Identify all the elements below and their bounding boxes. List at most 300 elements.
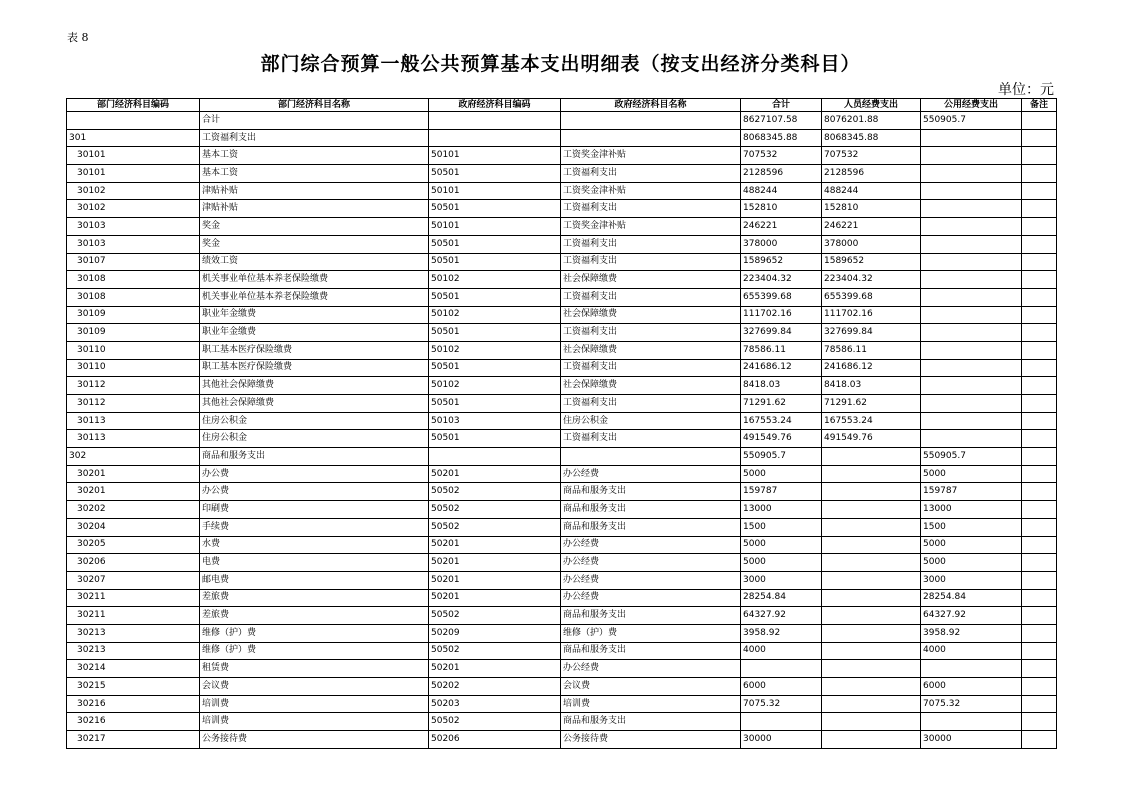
gov-code-cell: 50101 xyxy=(429,147,561,165)
dept-name-cell: 住房公积金 xyxy=(200,412,429,430)
dept-code-cell: 30101 xyxy=(67,147,200,165)
dept-name-cell: 电费 xyxy=(200,554,429,572)
remark-cell xyxy=(1022,501,1057,519)
gov-name-cell: 社会保障缴费 xyxy=(561,377,741,395)
gov-code-cell: 50102 xyxy=(429,341,561,359)
personnel-cell xyxy=(822,465,921,483)
public-cell xyxy=(921,377,1022,395)
total-cell: 152810 xyxy=(741,200,822,218)
gov-name-cell: 商品和服务支出 xyxy=(561,713,741,731)
dept-code-cell: 30112 xyxy=(67,377,200,395)
dept-name-cell: 邮电费 xyxy=(200,571,429,589)
table-row xyxy=(67,554,1057,572)
personnel-cell xyxy=(822,607,921,625)
total-cell: 71291.62 xyxy=(741,395,822,413)
table-row xyxy=(67,395,1057,413)
dept-code-cell: 30211 xyxy=(67,589,200,607)
personnel-cell: 152810 xyxy=(822,200,921,218)
header-row xyxy=(67,99,1057,112)
total-cell: 246221 xyxy=(741,218,822,236)
remark-cell xyxy=(1022,554,1057,572)
personnel-cell: 488244 xyxy=(822,182,921,200)
public-cell xyxy=(921,713,1022,731)
dept-code-cell: 30113 xyxy=(67,430,200,448)
remark-cell xyxy=(1022,324,1057,342)
dept-code-cell: 30214 xyxy=(67,660,200,678)
public-cell xyxy=(921,218,1022,236)
public-cell xyxy=(921,660,1022,678)
public-cell: 7075.32 xyxy=(921,695,1022,713)
dept-code-cell: 30102 xyxy=(67,200,200,218)
gov-code-cell: 50502 xyxy=(429,518,561,536)
gov-name-cell: 工资福利支出 xyxy=(561,253,741,271)
public-cell xyxy=(921,430,1022,448)
gov-code-cell: 50101 xyxy=(429,218,561,236)
dept-name-cell: 会议费 xyxy=(200,678,429,696)
gov-name-cell: 工资福利支出 xyxy=(561,288,741,306)
personnel-cell: 2128596 xyxy=(822,165,921,183)
remark-cell xyxy=(1022,536,1057,554)
gov-code-cell: 50501 xyxy=(429,359,561,377)
dept-code-cell: 30204 xyxy=(67,518,200,536)
total-cell: 488244 xyxy=(741,182,822,200)
header-gov-name: 政府经济科目名称 xyxy=(561,99,741,112)
total-cell: 4000 xyxy=(741,642,822,660)
dept-code-cell: 30213 xyxy=(67,624,200,642)
total-cell: 378000 xyxy=(741,235,822,253)
header-remark: 备注 xyxy=(1022,99,1057,112)
dept-name-cell: 机关事业单位基本养老保险缴费 xyxy=(200,288,429,306)
remark-cell xyxy=(1022,359,1057,377)
public-cell xyxy=(921,165,1022,183)
dept-code-cell: 30211 xyxy=(67,607,200,625)
table-row xyxy=(67,218,1057,236)
dept-code-cell: 30109 xyxy=(67,324,200,342)
table-row xyxy=(67,182,1057,200)
public-cell xyxy=(921,306,1022,324)
gov-code-cell: 50502 xyxy=(429,642,561,660)
total-cell xyxy=(741,660,822,678)
gov-code-cell: 50501 xyxy=(429,430,561,448)
table-row xyxy=(67,306,1057,324)
personnel-cell xyxy=(822,589,921,607)
dept-code-cell: 30213 xyxy=(67,642,200,660)
gov-name-cell: 商品和服务支出 xyxy=(561,483,741,501)
gov-code-cell xyxy=(429,448,561,466)
table-row xyxy=(67,624,1057,642)
remark-cell xyxy=(1022,288,1057,306)
gov-name-cell: 工资福利支出 xyxy=(561,165,741,183)
table-row xyxy=(67,253,1057,271)
budget-detail-table xyxy=(66,98,1057,749)
dept-code-cell: 30206 xyxy=(67,554,200,572)
public-cell: 5000 xyxy=(921,554,1022,572)
total-cell: 5000 xyxy=(741,554,822,572)
remark-cell xyxy=(1022,448,1057,466)
gov-name-cell: 工资福利支出 xyxy=(561,200,741,218)
personnel-cell: 8076201.88 xyxy=(822,112,921,130)
dept-code-cell: 30102 xyxy=(67,182,200,200)
personnel-cell xyxy=(822,731,921,749)
gov-name-cell: 办公经费 xyxy=(561,571,741,589)
table-number: 表 8 xyxy=(67,31,89,44)
personnel-cell xyxy=(822,642,921,660)
remark-cell xyxy=(1022,182,1057,200)
public-cell: 64327.92 xyxy=(921,607,1022,625)
table-row xyxy=(67,288,1057,306)
remark-cell xyxy=(1022,713,1057,731)
header-dept-code: 部门经济科目编码 xyxy=(67,99,200,112)
gov-code-cell: 50202 xyxy=(429,678,561,696)
remark-cell xyxy=(1022,341,1057,359)
personnel-cell: 167553.24 xyxy=(822,412,921,430)
gov-name-cell: 工资福利支出 xyxy=(561,359,741,377)
gov-code-cell: 50209 xyxy=(429,624,561,642)
table-row xyxy=(67,589,1057,607)
total-cell: 5000 xyxy=(741,536,822,554)
dept-name-cell: 其他社会保障缴费 xyxy=(200,395,429,413)
public-cell xyxy=(921,341,1022,359)
dept-name-cell: 住房公积金 xyxy=(200,430,429,448)
table-row xyxy=(67,165,1057,183)
dept-name-cell: 公务接待费 xyxy=(200,731,429,749)
table-row xyxy=(67,678,1057,696)
dept-name-cell: 其他社会保障缴费 xyxy=(200,377,429,395)
dept-code-cell: 30201 xyxy=(67,483,200,501)
gov-code-cell: 50502 xyxy=(429,483,561,501)
personnel-cell xyxy=(822,678,921,696)
gov-code-cell: 50501 xyxy=(429,395,561,413)
gov-name-cell: 商品和服务支出 xyxy=(561,501,741,519)
dept-name-cell: 培训费 xyxy=(200,713,429,731)
total-cell: 78586.11 xyxy=(741,341,822,359)
gov-name-cell: 办公经费 xyxy=(561,465,741,483)
remark-cell xyxy=(1022,412,1057,430)
dept-name-cell: 基本工资 xyxy=(200,147,429,165)
dept-code-cell: 30216 xyxy=(67,695,200,713)
remark-cell xyxy=(1022,235,1057,253)
dept-code-cell: 30101 xyxy=(67,165,200,183)
gov-code-cell: 50502 xyxy=(429,713,561,731)
gov-name-cell: 办公经费 xyxy=(561,536,741,554)
dept-name-cell: 奖金 xyxy=(200,218,429,236)
personnel-cell: 1589652 xyxy=(822,253,921,271)
remark-cell xyxy=(1022,377,1057,395)
dept-code-cell: 30103 xyxy=(67,218,200,236)
dept-code-cell: 30215 xyxy=(67,678,200,696)
gov-code-cell: 50201 xyxy=(429,571,561,589)
public-cell: 550905.7 xyxy=(921,112,1022,130)
header-gov-code: 政府经济科目编码 xyxy=(429,99,561,112)
dept-code-cell: 302 xyxy=(67,448,200,466)
remark-cell xyxy=(1022,678,1057,696)
gov-code-cell: 50203 xyxy=(429,695,561,713)
remark-cell xyxy=(1022,589,1057,607)
dept-name-cell: 维修（护）费 xyxy=(200,624,429,642)
dept-name-cell: 维修（护）费 xyxy=(200,642,429,660)
gov-code-cell: 50102 xyxy=(429,306,561,324)
total-cell xyxy=(741,713,822,731)
public-cell: 13000 xyxy=(921,501,1022,519)
dept-code-cell: 30205 xyxy=(67,536,200,554)
total-cell: 707532 xyxy=(741,147,822,165)
dept-name-cell: 商品和服务支出 xyxy=(200,448,429,466)
header-dept-name: 部门经济科目名称 xyxy=(200,99,429,112)
public-cell xyxy=(921,129,1022,147)
dept-code-cell: 30216 xyxy=(67,713,200,731)
personnel-cell xyxy=(822,713,921,731)
total-cell: 1500 xyxy=(741,518,822,536)
total-cell: 327699.84 xyxy=(741,324,822,342)
remark-cell xyxy=(1022,571,1057,589)
dept-code-cell: 30109 xyxy=(67,306,200,324)
public-cell xyxy=(921,288,1022,306)
dept-name-cell: 基本工资 xyxy=(200,165,429,183)
gov-name-cell: 工资奖金津补贴 xyxy=(561,218,741,236)
remark-cell xyxy=(1022,430,1057,448)
gov-name-cell: 社会保障缴费 xyxy=(561,271,741,289)
total-cell: 2128596 xyxy=(741,165,822,183)
remark-cell xyxy=(1022,518,1057,536)
total-cell: 64327.92 xyxy=(741,607,822,625)
personnel-cell xyxy=(822,624,921,642)
total-cell: 8418.03 xyxy=(741,377,822,395)
personnel-cell xyxy=(822,554,921,572)
dept-code-cell: 30113 xyxy=(67,412,200,430)
table-row xyxy=(67,501,1057,519)
gov-code-cell: 50201 xyxy=(429,554,561,572)
header-personnel: 人员经费支出 xyxy=(822,99,921,112)
table-row xyxy=(67,518,1057,536)
gov-name-cell: 会议费 xyxy=(561,678,741,696)
dept-code-cell: 30112 xyxy=(67,395,200,413)
remark-cell xyxy=(1022,306,1057,324)
personnel-cell: 655399.68 xyxy=(822,288,921,306)
gov-name-cell: 办公经费 xyxy=(561,554,741,572)
dept-code-cell: 30202 xyxy=(67,501,200,519)
public-cell: 6000 xyxy=(921,678,1022,696)
dept-code-cell: 30108 xyxy=(67,271,200,289)
dept-name-cell: 水费 xyxy=(200,536,429,554)
remark-cell xyxy=(1022,165,1057,183)
gov-code-cell: 50501 xyxy=(429,288,561,306)
dept-name-cell: 印刷费 xyxy=(200,501,429,519)
personnel-cell: 378000 xyxy=(822,235,921,253)
personnel-cell xyxy=(822,695,921,713)
total-cell: 13000 xyxy=(741,501,822,519)
public-cell: 159787 xyxy=(921,483,1022,501)
table-row xyxy=(67,324,1057,342)
personnel-cell: 241686.12 xyxy=(822,359,921,377)
remark-cell xyxy=(1022,147,1057,165)
table-row xyxy=(67,129,1057,147)
gov-name-cell xyxy=(561,448,741,466)
public-cell: 3958.92 xyxy=(921,624,1022,642)
gov-name-cell: 社会保障缴费 xyxy=(561,306,741,324)
table-row xyxy=(67,660,1057,678)
unit-label: 单位：元 xyxy=(998,82,1054,98)
total-cell: 6000 xyxy=(741,678,822,696)
gov-name-cell: 工资福利支出 xyxy=(561,324,741,342)
remark-cell xyxy=(1022,642,1057,660)
gov-code-cell: 50502 xyxy=(429,501,561,519)
personnel-cell: 8418.03 xyxy=(822,377,921,395)
table-row xyxy=(67,271,1057,289)
dept-code-cell: 301 xyxy=(67,129,200,147)
public-cell xyxy=(921,324,1022,342)
dept-code-cell: 30201 xyxy=(67,465,200,483)
gov-code-cell: 50101 xyxy=(429,182,561,200)
gov-name-cell: 工资福利支出 xyxy=(561,430,741,448)
gov-code-cell: 50103 xyxy=(429,412,561,430)
public-cell xyxy=(921,253,1022,271)
public-cell: 4000 xyxy=(921,642,1022,660)
public-cell xyxy=(921,235,1022,253)
table-row xyxy=(67,112,1057,130)
personnel-cell: 78586.11 xyxy=(822,341,921,359)
table-row xyxy=(67,642,1057,660)
gov-code-cell: 50206 xyxy=(429,731,561,749)
personnel-cell: 707532 xyxy=(822,147,921,165)
dept-name-cell: 奖金 xyxy=(200,235,429,253)
table-row xyxy=(67,359,1057,377)
table-row xyxy=(67,571,1057,589)
dept-code-cell: 30207 xyxy=(67,571,200,589)
personnel-cell: 71291.62 xyxy=(822,395,921,413)
dept-name-cell: 职业年金缴费 xyxy=(200,324,429,342)
table-row xyxy=(67,200,1057,218)
total-cell: 1589652 xyxy=(741,253,822,271)
public-cell xyxy=(921,182,1022,200)
personnel-cell xyxy=(822,501,921,519)
dept-name-cell: 绩效工资 xyxy=(200,253,429,271)
dept-code-cell: 30108 xyxy=(67,288,200,306)
public-cell xyxy=(921,271,1022,289)
personnel-cell: 8068345.88 xyxy=(822,129,921,147)
gov-code-cell: 50501 xyxy=(429,165,561,183)
total-cell: 550905.7 xyxy=(741,448,822,466)
public-cell: 1500 xyxy=(921,518,1022,536)
table-body xyxy=(67,112,1057,749)
total-cell: 491549.76 xyxy=(741,430,822,448)
total-cell: 8068345.88 xyxy=(741,129,822,147)
dept-name-cell: 手续费 xyxy=(200,518,429,536)
remark-cell xyxy=(1022,200,1057,218)
gov-code-cell: 50102 xyxy=(429,271,561,289)
dept-name-cell: 培训费 xyxy=(200,695,429,713)
table-row xyxy=(67,713,1057,731)
public-cell: 28254.84 xyxy=(921,589,1022,607)
remark-cell xyxy=(1022,695,1057,713)
remark-cell xyxy=(1022,271,1057,289)
gov-name-cell: 社会保障缴费 xyxy=(561,341,741,359)
public-cell: 5000 xyxy=(921,465,1022,483)
dept-name-cell: 职工基本医疗保险缴费 xyxy=(200,359,429,377)
dept-name-cell: 租赁费 xyxy=(200,660,429,678)
gov-name-cell: 商品和服务支出 xyxy=(561,607,741,625)
remark-cell xyxy=(1022,218,1057,236)
remark-cell xyxy=(1022,129,1057,147)
total-cell: 28254.84 xyxy=(741,589,822,607)
public-cell xyxy=(921,359,1022,377)
table-row xyxy=(67,430,1057,448)
total-cell: 5000 xyxy=(741,465,822,483)
dept-name-cell: 机关事业单位基本养老保险缴费 xyxy=(200,271,429,289)
dept-name-cell: 津贴补贴 xyxy=(200,200,429,218)
public-cell: 5000 xyxy=(921,536,1022,554)
gov-name-cell: 商品和服务支出 xyxy=(561,518,741,536)
table-row xyxy=(67,448,1057,466)
personnel-cell xyxy=(822,448,921,466)
table-row xyxy=(67,377,1057,395)
remark-cell xyxy=(1022,253,1057,271)
personnel-cell xyxy=(822,483,921,501)
personnel-cell: 491549.76 xyxy=(822,430,921,448)
total-cell: 223404.32 xyxy=(741,271,822,289)
gov-name-cell xyxy=(561,112,741,130)
remark-cell xyxy=(1022,395,1057,413)
gov-name-cell: 住房公积金 xyxy=(561,412,741,430)
dept-name-cell: 办公费 xyxy=(200,483,429,501)
gov-code-cell: 50501 xyxy=(429,253,561,271)
remark-cell xyxy=(1022,465,1057,483)
gov-name-cell xyxy=(561,129,741,147)
dept-code-cell: 30217 xyxy=(67,731,200,749)
public-cell: 550905.7 xyxy=(921,448,1022,466)
gov-name-cell: 维修（护）费 xyxy=(561,624,741,642)
gov-name-cell: 商品和服务支出 xyxy=(561,642,741,660)
total-cell: 3000 xyxy=(741,571,822,589)
dept-name-cell: 办公费 xyxy=(200,465,429,483)
remark-cell xyxy=(1022,731,1057,749)
dept-code-cell: 30107 xyxy=(67,253,200,271)
gov-name-cell: 工资奖金津补贴 xyxy=(561,147,741,165)
gov-name-cell: 工资奖金津补贴 xyxy=(561,182,741,200)
gov-code-cell: 50201 xyxy=(429,660,561,678)
total-cell: 8627107.58 xyxy=(741,112,822,130)
gov-name-cell: 工资福利支出 xyxy=(561,235,741,253)
total-cell: 655399.68 xyxy=(741,288,822,306)
personnel-cell xyxy=(822,518,921,536)
gov-code-cell: 50501 xyxy=(429,324,561,342)
header-public: 公用经费支出 xyxy=(921,99,1022,112)
remark-cell xyxy=(1022,660,1057,678)
total-cell: 167553.24 xyxy=(741,412,822,430)
gov-code-cell xyxy=(429,112,561,130)
personnel-cell: 111702.16 xyxy=(822,306,921,324)
table-row xyxy=(67,341,1057,359)
gov-code-cell: 50201 xyxy=(429,465,561,483)
gov-code-cell xyxy=(429,129,561,147)
gov-code-cell: 50502 xyxy=(429,607,561,625)
remark-cell xyxy=(1022,607,1057,625)
gov-name-cell: 公务接待费 xyxy=(561,731,741,749)
total-cell: 7075.32 xyxy=(741,695,822,713)
gov-code-cell: 50102 xyxy=(429,377,561,395)
dept-name-cell: 合计 xyxy=(200,112,429,130)
total-cell: 30000 xyxy=(741,731,822,749)
gov-code-cell: 50501 xyxy=(429,235,561,253)
dept-code-cell: 30110 xyxy=(67,359,200,377)
dept-name-cell: 职业年金缴费 xyxy=(200,306,429,324)
personnel-cell xyxy=(822,660,921,678)
gov-name-cell: 工资福利支出 xyxy=(561,395,741,413)
public-cell xyxy=(921,200,1022,218)
dept-name-cell: 差旅费 xyxy=(200,589,429,607)
total-cell: 241686.12 xyxy=(741,359,822,377)
remark-cell xyxy=(1022,624,1057,642)
gov-code-cell: 50201 xyxy=(429,589,561,607)
